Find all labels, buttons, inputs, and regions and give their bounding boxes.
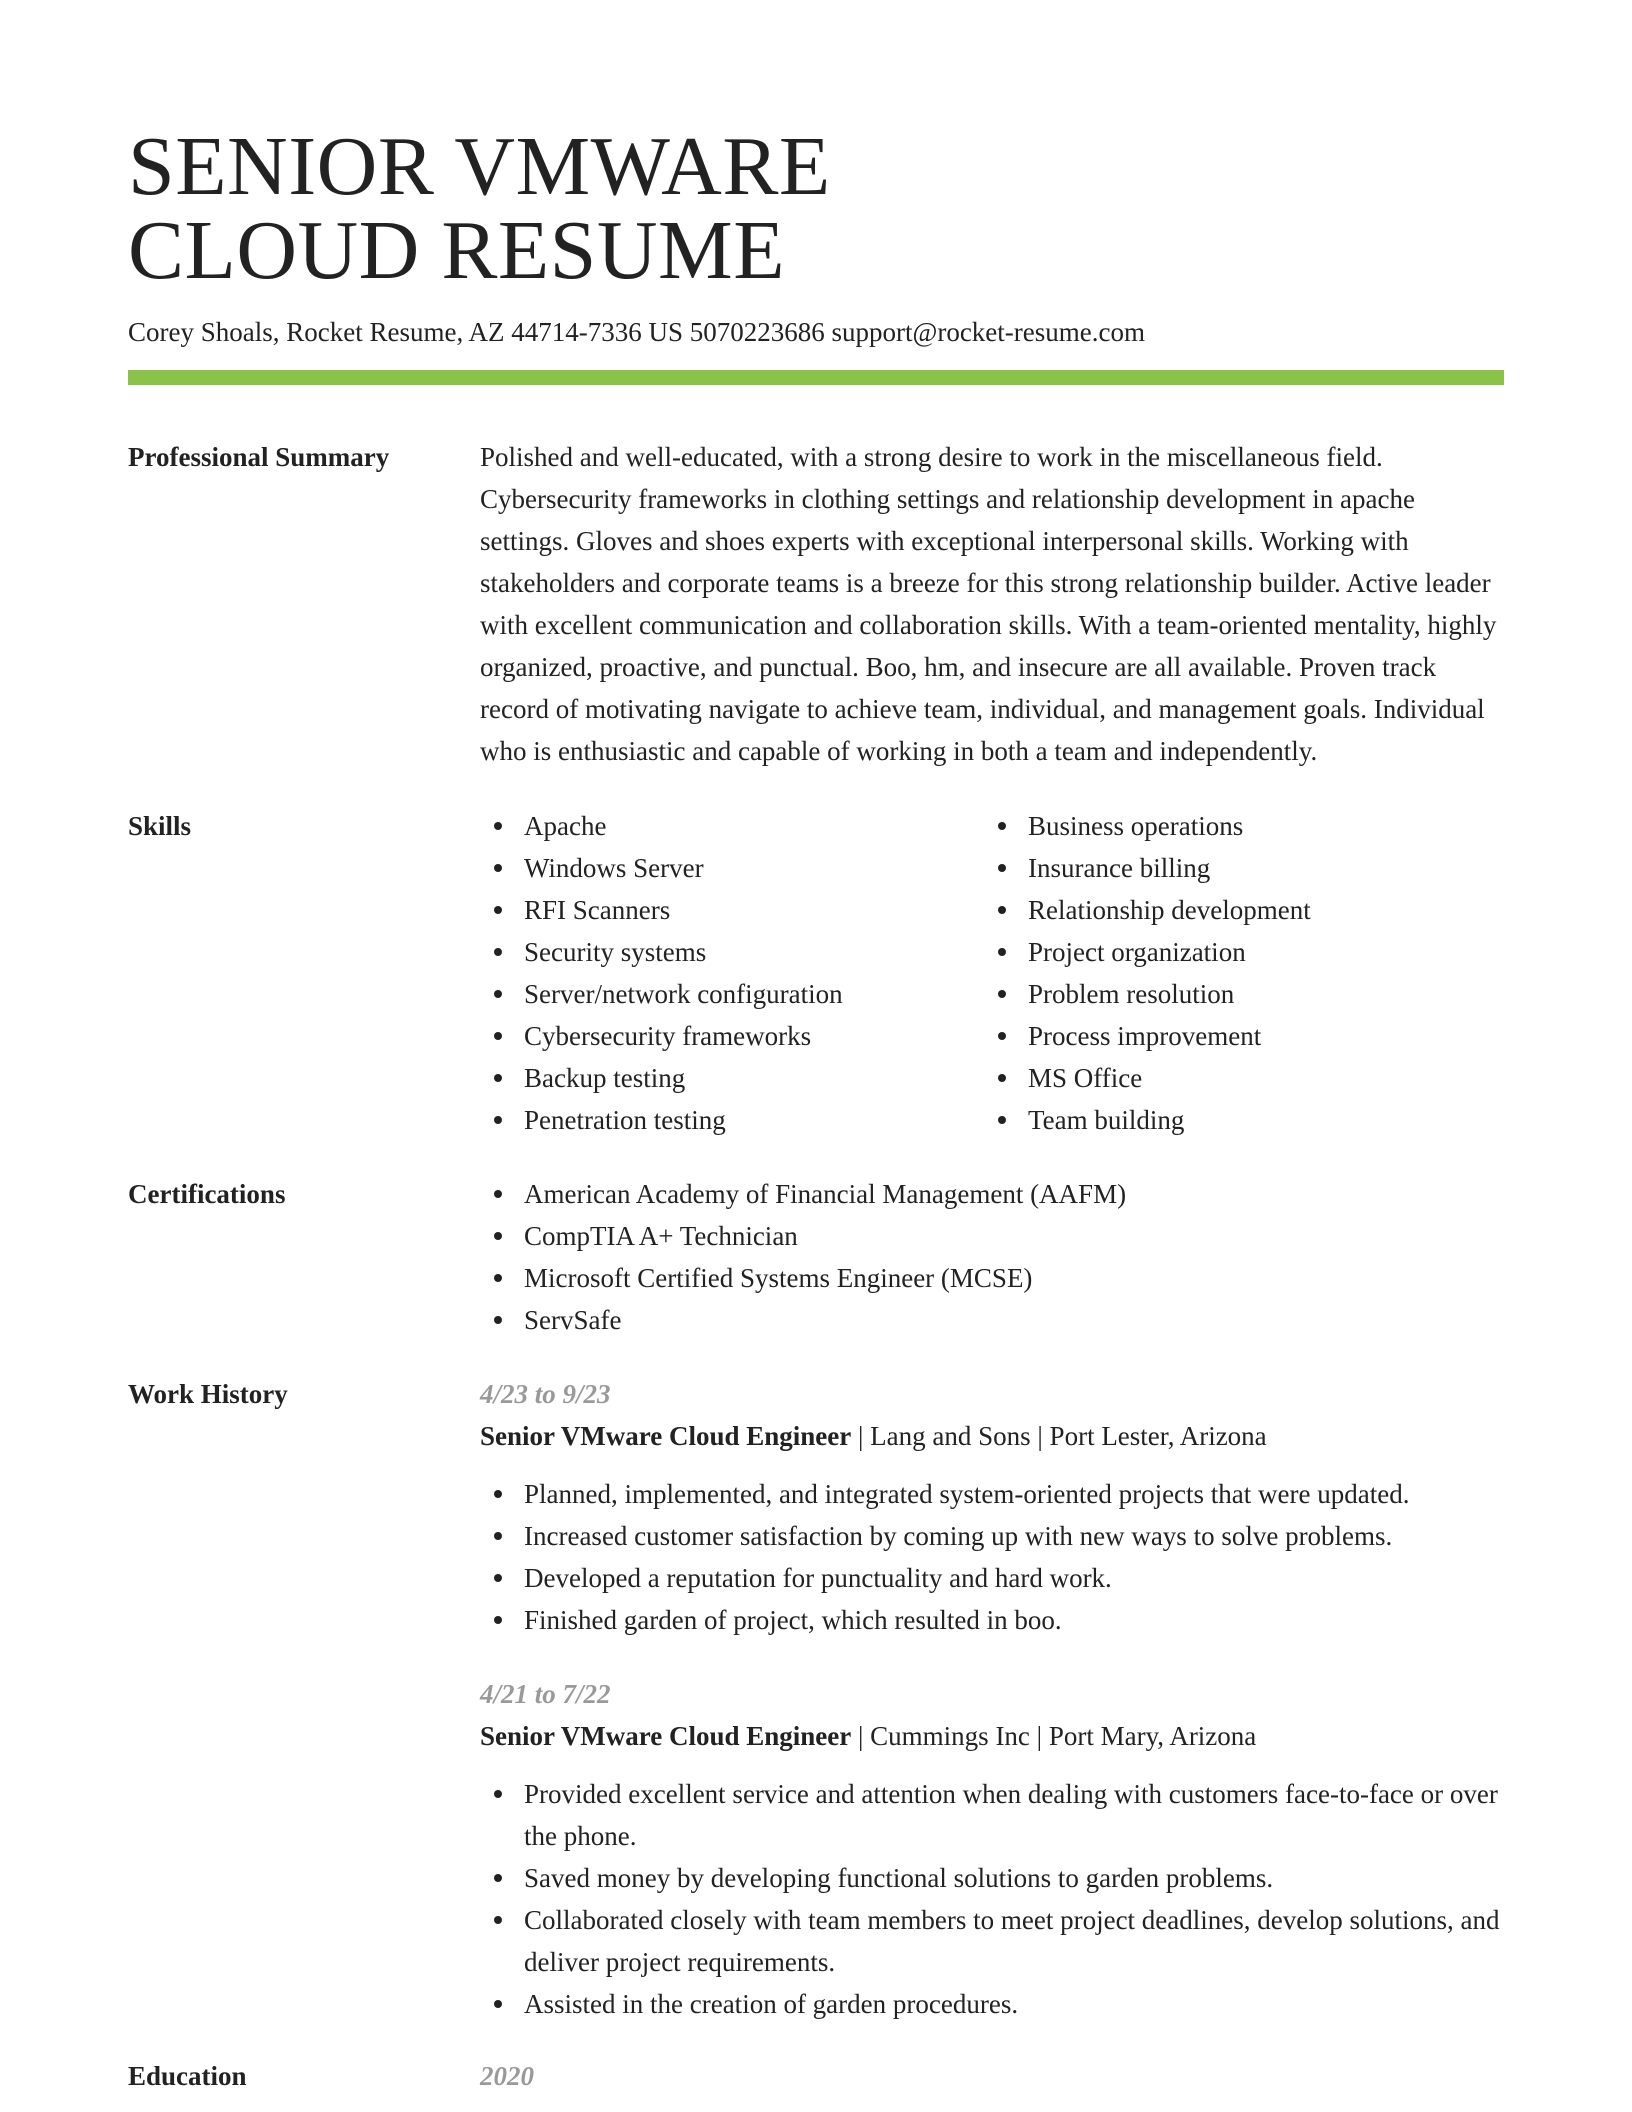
job-date: 4/21 to 7/22 xyxy=(480,1679,611,1709)
certification-item: Microsoft Certified Systems Engineer (MCSE) xyxy=(480,1257,1504,1299)
job-duty: Provided excellent service and attention when dealing with customers face-to-face or over the phone. xyxy=(480,1773,1504,1857)
education-date: 2020 xyxy=(480,2061,534,2091)
skill-item: Project organization xyxy=(984,931,1488,973)
certifications-section xyxy=(128,1173,1504,1341)
work-history-section xyxy=(128,1373,1504,2025)
skill-item: Insurance billing xyxy=(984,847,1488,889)
job-duty: Planned, implemented, and integrated system-oriented projects that were updated. xyxy=(480,1473,1504,1515)
skill-item: MS Office xyxy=(984,1057,1488,1099)
skill-item: Apache xyxy=(480,805,984,847)
skill-item: Team building xyxy=(984,1099,1488,1141)
job-details: | Cummings Inc | Port Mary, Arizona xyxy=(851,1721,1257,1751)
summary-text: Polished and well-educated, with a strong desire to work in the miscellaneous field. Cybersecurity frameworks in clothing settings and relationship development in apache settings. Gloves and shoes experts with exceptional interpersonal skills. Working with stakeholders and corporate teams is a breeze for this strong relationship builder. Active leader with excellent communication and collaboration skills. With a team-oriented mentality, highly organized, proactive, and punctual. Boo, hm, and insecure are all available. Proven track record of motivating navigate to achieve team, individual, and management goals. Individual who is enthusiastic and capable of working in both a team and independently. xyxy=(480,442,1497,766)
job-date: 4/23 to 9/23 xyxy=(480,1379,611,1409)
certification-item: CompTIA A+ Technician xyxy=(480,1215,1504,1257)
certifications-list xyxy=(480,1173,1504,1341)
job-duty: Saved money by developing functional solutions to garden problems. xyxy=(480,1857,1504,1899)
skills-list-right xyxy=(984,805,1488,1141)
contact-line: Corey Shoals, Rocket Resume, AZ 44714-7336 US 5070223686 support@rocket-resume.com xyxy=(128,317,1145,347)
education-label: Education xyxy=(128,2061,247,2091)
job-duty: Collaborated closely with team members to meet project deadlines, develop solutions, and deliver project requirements. xyxy=(480,1899,1504,1983)
work-history-label: Work History xyxy=(128,1379,288,1409)
skill-item: Problem resolution xyxy=(984,973,1488,1015)
job-heading xyxy=(480,1715,1504,1757)
skills-section xyxy=(128,805,1504,1141)
certifications-label: Certifications xyxy=(128,1179,286,1209)
certification-item: American Academy of Financial Management (AAFM) xyxy=(480,1173,1504,1215)
job-title: Senior VMware Cloud Engineer xyxy=(480,1721,852,1751)
job-entry xyxy=(480,1373,1504,1641)
skills-list-left xyxy=(480,805,984,1141)
skill-item: RFI Scanners xyxy=(480,889,984,931)
job-title: Senior VMware Cloud Engineer xyxy=(480,1421,852,1451)
skill-item: Penetration testing xyxy=(480,1099,984,1141)
title-line-2: CLOUD RESUME xyxy=(128,204,786,297)
accent-divider xyxy=(128,370,1504,385)
job-duties-list xyxy=(480,1473,1504,1641)
skills-label: Skills xyxy=(128,811,192,841)
job-duties-list xyxy=(480,1773,1504,2025)
skill-item: Business operations xyxy=(984,805,1488,847)
title-line-1: SENIOR VMWARE xyxy=(128,120,831,213)
skill-item: Process improvement xyxy=(984,1015,1488,1057)
job-duty: Increased customer satisfaction by coming up with new ways to solve problems. xyxy=(480,1515,1504,1557)
resume-title xyxy=(128,0,1504,297)
skill-item: Cybersecurity frameworks xyxy=(480,1015,984,1057)
skill-item: Security systems xyxy=(480,931,984,973)
skill-item: Backup testing xyxy=(480,1057,984,1099)
summary-section xyxy=(128,436,1504,772)
job-entry xyxy=(480,1673,1504,2025)
resume-page xyxy=(128,0,1504,2097)
summary-label: Professional Summary xyxy=(128,442,390,472)
education-section xyxy=(128,2055,1504,2097)
skill-item: Windows Server xyxy=(480,847,984,889)
job-details: | Lang and Sons | Port Lester, Arizona xyxy=(851,1421,1267,1451)
skill-item: Server/network configuration xyxy=(480,973,984,1015)
job-duty: Developed a reputation for punctuality and hard work. xyxy=(480,1557,1504,1599)
job-heading xyxy=(480,1415,1504,1457)
certification-item: ServSafe xyxy=(480,1299,1504,1341)
job-duty: Finished garden of project, which resulted in boo. xyxy=(480,1599,1504,1641)
job-duty: Assisted in the creation of garden procedures. xyxy=(480,1983,1504,2025)
skill-item: Relationship development xyxy=(984,889,1488,931)
